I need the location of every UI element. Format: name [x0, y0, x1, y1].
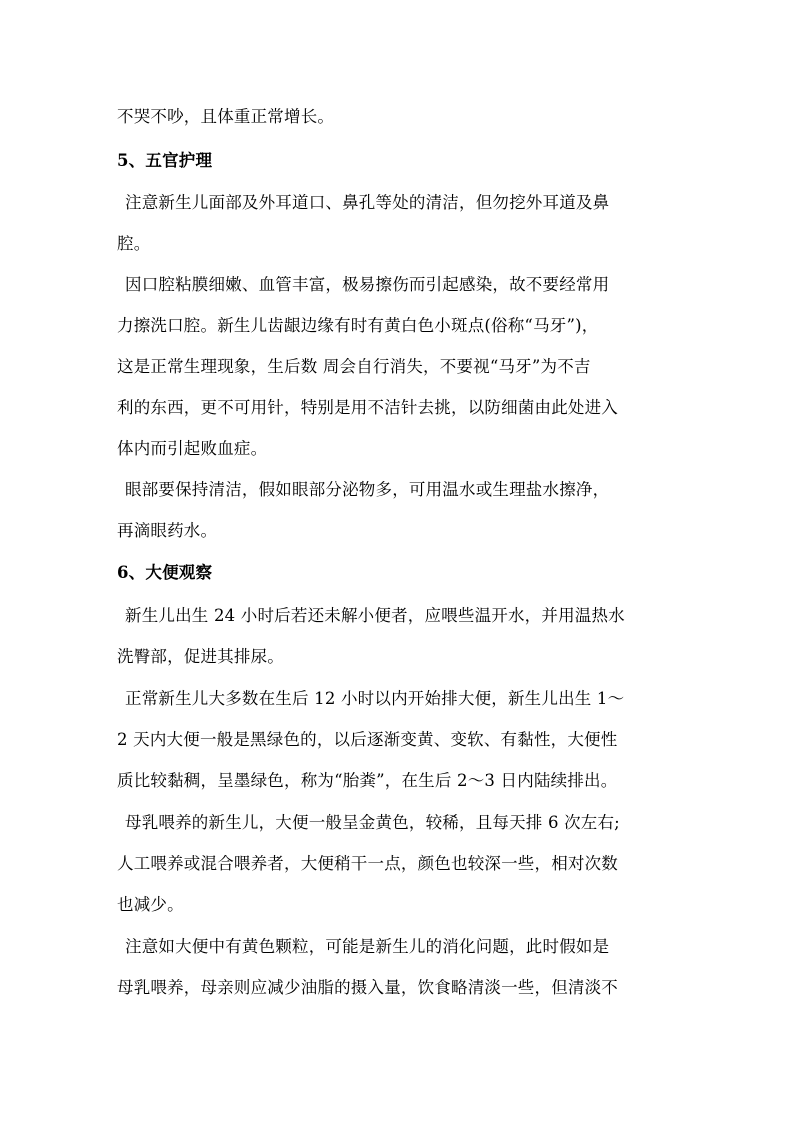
- paragraph-line: 体内而引起败血症。: [117, 439, 268, 458]
- paragraph-line: 注意如大便中有黄色颗粒，可能是新生儿的消化问题，此时假如是: [125, 937, 610, 956]
- paragraph-line: 力擦洗口腔。新生儿齿龈边缘有时有黄白色小斑点(俗称“马牙”)，: [117, 316, 599, 335]
- section-heading-5: 5、五官护理: [117, 151, 213, 170]
- paragraph-line: 再滴眼药水。: [117, 521, 218, 540]
- paragraph-line: 不哭不吵，且体重正常增长。: [117, 107, 335, 126]
- paragraph-line: 利的东西，更不可用针，特别是用不洁针去挑，以防细菌由此处进入: [117, 398, 618, 417]
- section-heading-6: 6、大便观察: [117, 563, 213, 582]
- paragraph-line: 眼部要保持清洁，假如眼部分泌物多，可用温水或生理盐水擦净，: [125, 480, 610, 499]
- paragraph-line: 注意新生儿面部及外耳道口、鼻孔等处的清洁，但勿挖外耳道及鼻: [125, 193, 610, 212]
- paragraph-line: 新生儿出生 24 小时后若还未解小便者，应喂些温开水，并用温热水: [125, 606, 625, 625]
- paragraph-line: 母乳喂养，母亲则应减少油脂的摄入量，饮食略清淡一些，但清淡不: [117, 978, 618, 997]
- paragraph-line: 腔。: [117, 234, 151, 253]
- paragraph-line: 正常新生儿大多数在生后 12 小时以内开始排大便，新生儿出生 1～: [125, 689, 625, 708]
- paragraph-line: 2 天内大便一般是黑绿色的，以后逐渐变黄、变软、有黏性，大便性: [117, 730, 618, 749]
- paragraph-line: 这是正常生理现象，生后数 周会自行消失，不要视“马牙”为不吉: [117, 357, 591, 376]
- paragraph-line: 洗臀部，促进其排尿。: [117, 647, 284, 666]
- paragraph-line: 也减少。: [117, 895, 184, 914]
- paragraph-line: 人工喂养或混合喂养者，大便稍干一点，颜色也较深一些，相对次数: [117, 854, 618, 873]
- paragraph-line: 质比较黏稠，呈墨绿色，称为“胎粪”，在生后 2～3 日内陆续排出。: [117, 771, 618, 790]
- paragraph-line: 母乳喂养的新生儿，大便一般呈金黄色，较稀，且每天排 6 次左右;: [125, 813, 620, 832]
- paragraph-line: 因口腔粘膜细嫩、血管丰富，极易擦伤而引起感染，故不要经常用: [125, 275, 610, 294]
